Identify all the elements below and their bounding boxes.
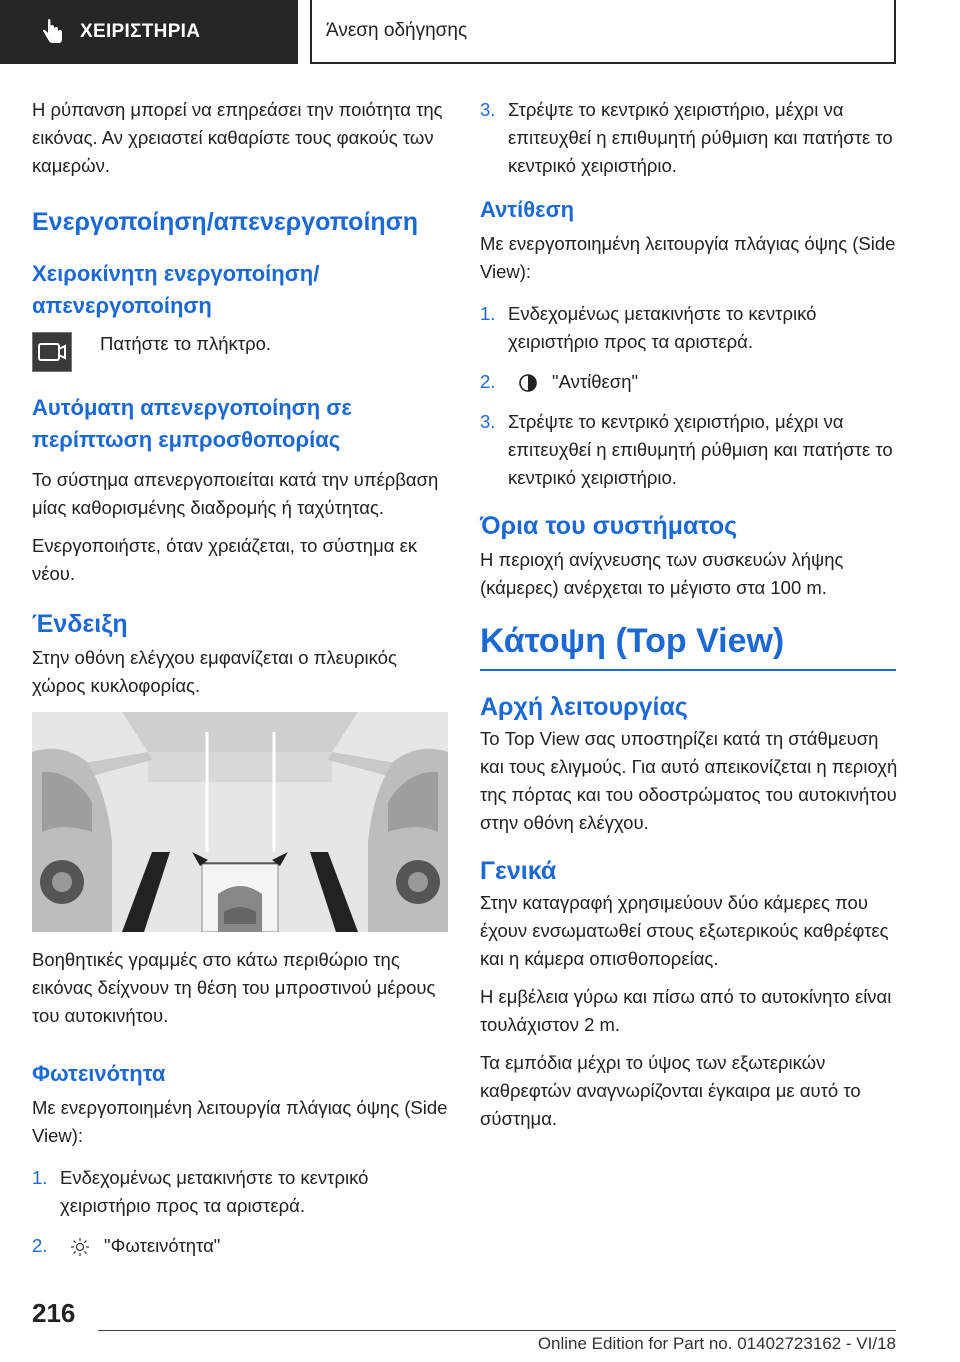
camera-button-icon xyxy=(32,332,72,372)
step-number: 2. xyxy=(32,1235,48,1256)
list-item xyxy=(32,1232,450,1260)
general-paragraph-2: Η εμβέλεια γύρω και πίσω από το αυτοκίνητο είναι τουλάχιστον 2 m. xyxy=(480,986,892,1035)
step-text: "Αντίθεση" xyxy=(552,371,639,392)
brightness-steps xyxy=(32,1164,450,1260)
step-text: Ενδεχομένως μετακινήστε το κεντρικό χειριστήριο προς τα αριστερά. xyxy=(508,303,817,352)
button-instruction xyxy=(32,332,450,372)
illustration-caption: Βοηθητικές γραμμές στο κάτω περιθώριο της εικόνας δείχνουν τη θέση του μπροστινού μέρους του αυτοκινήτου. xyxy=(32,949,436,1026)
step-text: Ενδεχομένως μετακινήστε το κεντρικό χειριστήριο προς τα αριστερά. xyxy=(60,1167,369,1216)
step-text: "Φωτεινότητα" xyxy=(104,1235,221,1256)
contrast-paragraph: Με ενεργοποιημένη λειτουργία πλάγιας όψης (Side View): xyxy=(480,233,896,282)
step-number: 2. xyxy=(480,371,496,392)
section-tab[interactable] xyxy=(0,0,298,64)
list-item xyxy=(480,96,898,180)
left-column xyxy=(32,96,450,1272)
heading-activation: Ενεργοποίηση/απενεργοποίηση xyxy=(32,208,419,236)
hand-pointer-icon xyxy=(40,19,66,45)
page-number: 216 xyxy=(32,1298,76,1328)
chapter-title: Άνεση οδήγησης xyxy=(326,20,468,41)
step-number: 1. xyxy=(480,303,496,324)
press-button-text: Πατήστε το πλήκτρο. xyxy=(100,333,272,354)
heading-principle: Αρχή λειτουργίας xyxy=(480,693,688,721)
step-text: Στρέψτε το κεντρικό χειριστήριο, μέχρι να επιτευχθεί η επιθυμητή ρύθμιση και πατήστε το κεντρικό χειριστήριο. xyxy=(508,411,893,488)
auto-paragraph-2: Ενεργοποιήστε, όταν χρειάζεται, το σύστημα εκ νέου. xyxy=(32,535,418,584)
brightness-paragraph: Με ενεργοποιημένη λειτουργία πλάγιας όψης (Side View): xyxy=(32,1097,448,1146)
contrast-icon xyxy=(518,373,538,393)
list-item xyxy=(480,368,898,396)
heading-display: Ένδειξη xyxy=(32,610,128,638)
right-column xyxy=(480,96,898,1143)
heading-limits: Όρια του συστήματος xyxy=(480,512,738,540)
list-item xyxy=(480,408,898,492)
step-number: 1. xyxy=(32,1167,48,1188)
intro-paragraph: Η ρύπανση μπορεί να επηρεάσει την ποιότητα της εικόνας. Αν χρειαστεί καθαρίστε τους φακούς των καμερών. xyxy=(32,99,443,176)
contrast-steps xyxy=(480,300,898,492)
principle-paragraph: Το Top View σας υποστηρίζει κατά τη στάθμευση και τους ελιγμούς. Για αυτό απεικονίζεται η περιοχή της πόρτας και του οδοστρώματος του αυτοκινήτου στην οθόνη ελέγχου. xyxy=(480,728,898,833)
section-label: ΧΕΙΡΙΣΤΗΡΙΑ xyxy=(80,21,201,42)
heading-brightness: Φωτεινότητα xyxy=(32,1061,166,1086)
heading-auto-off: Αυτόματη απενεργοποίηση σε περίπτωση εμπροσθοπορίας xyxy=(32,395,352,452)
edition-text: Online Edition for Part no. 01402723162 - VI/18 xyxy=(537,1334,896,1353)
list-item xyxy=(480,300,898,356)
side-view-illustration xyxy=(32,712,448,932)
step-number: 3. xyxy=(480,411,496,432)
heading-manual: Χειροκίνητη ενεργοποίηση/ απενεργοποίηση xyxy=(32,261,320,318)
heading-contrast: Αντίθεση xyxy=(480,197,575,222)
chapter-tab xyxy=(310,0,896,64)
brightness-steps-continued xyxy=(480,96,898,180)
heading-top-view: Κάτοψη (Top View) xyxy=(480,622,896,671)
list-item xyxy=(32,1164,450,1220)
limits-paragraph: Η περιοχή ανίχνευσης των συσκευών λήψης (κάμερες) ανέρχεται το μέγιστο στα 100 m. xyxy=(480,549,844,598)
general-paragraph-3: Τα εμπόδια μέχρι το ύψος των εξωτερικών καθρεφτών αναγνωρίζονται έγκαιρα με αυτό το σύστημα. xyxy=(480,1052,861,1129)
display-paragraph: Στην οθόνη ελέγχου εμφανίζεται ο πλευρικός χώρος κυκλοφορίας. xyxy=(32,647,397,696)
brightness-sun-icon xyxy=(70,1237,90,1257)
step-number: 3. xyxy=(480,99,496,120)
general-paragraph-1: Στην καταγραφή χρησιμεύουν δύο κάμερες που έχουν ενσωματωθεί στους εξωτερικούς καθρέφτες και η κάμερα οπισθοπορείας. xyxy=(480,892,889,969)
step-text: Στρέψτε το κεντρικό χειριστήριο, μέχρι να επιτευχθεί η επιθυμητή ρύθμιση και πατήστε το κεντρικό χειριστήριο. xyxy=(508,99,893,176)
footer-divider xyxy=(98,1330,896,1331)
heading-general: Γενικά xyxy=(480,857,557,885)
auto-paragraph-1: Το σύστημα απενεργοποιείται κατά την υπέρβαση μίας καθορισμένης διαδρομής ή ταχύτητας. xyxy=(32,469,439,518)
page-header xyxy=(0,0,960,66)
